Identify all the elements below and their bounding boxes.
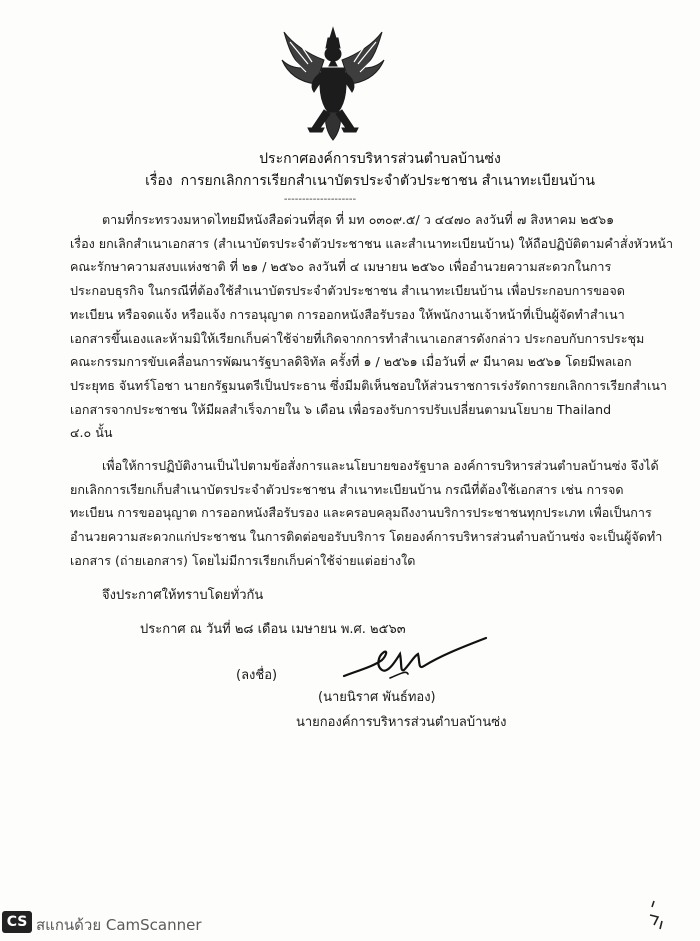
paragraph-line: ประยุทธ จันทร์โอชา นายกรัฐมนตรีเป็นประธาน ซึ่งมีมติเห็นชอบให้ส่วนราชการเร่งรัดการยกเลิกการเรียกสำเนา — [70, 377, 667, 393]
signed-label: (ลงชื่อ) — [236, 668, 278, 683]
camscanner-logo: CS — [2, 911, 32, 933]
issuer-heading: ประกาศองค์การบริหารส่วนตำบลบ้านซ่ง — [259, 151, 501, 167]
paragraph-line: ทะเบียน หรือจดแจ้ง หรือแจ้ง การอนุญาต การออกหนังสือรับรอง ให้พนักงานเจ้าหน้าที่เป็นผู้จัดทำสำเนา — [70, 306, 625, 322]
subject-text: การยกเลิกการเรียกสำเนาบัตรประจำตัวประชาชน สำเนาทะเบียนบ้าน — [180, 173, 595, 189]
paragraph-line: อำนวยความสะดวกแก่ประชาชน ในการติดต่อขอรับบริการ โดยองค์การบริหารส่วนตำบลบ้านซ่ง จะเป็นผู้จัดทำ — [70, 529, 663, 545]
page-corner-mark — [640, 895, 680, 935]
announcement-date: ประกาศ ณ วันที่ ๒๘ เดือน เมษายน พ.ศ. ๒๕๖๓ — [140, 622, 406, 637]
signer-title: นายกองค์การบริหารส่วนตำบลบ้านซ่ง — [296, 715, 507, 730]
camscanner-watermark: สแกนด้วย CamScanner — [36, 916, 202, 934]
subject-heading — [20, 172, 700, 190]
paragraph-line: คณะกรรมการขับเคลื่อนการพัฒนารัฐบาลดิจิทัล ครั้งที่ ๑ / ๒๕๖๑ เมื่อวันที่ ๙ มีนาคม ๒๕๖๑ โดยมีพลเอก — [70, 354, 632, 370]
paragraph-line: ยกเลิกการเรียกเก็บสำเนาบัตรประจำตัวประชาชน สำเนาทะเบียนบ้าน กรณีที่ต้องใช้เอกสาร เช่น การจด — [70, 481, 624, 497]
divider: -------------------- — [283, 194, 357, 205]
paragraph-line: เอกสารจากประชาชน ให้มีผลสำเร็จภายใน ๖ เดือน เพื่อรองรับการปรับเปลี่ยนตามนโยบาย Thailand — [70, 401, 612, 417]
paragraph-line: ตามที่กระทรวงมหาดไทยมีหนังสือด่วนที่สุด ที่ มท ๐๓๐๙.๕/ ว ๔๔๗๐ ลงวันที่ ๗ สิงหาคม ๒๕๖๑ — [102, 212, 615, 227]
paragraph-line: เรื่อง ยกเลิกสำเนาเอกสาร (สำเนาบัตรประจำตัวประชาชน และสำเนาทะเบียนบ้าน) ให้ถือปฏิบัติตามคำสั่งหัวหน้า — [70, 235, 674, 251]
paragraph-1 — [70, 208, 674, 445]
paragraph-line: คณะรักษาความสงบแห่งชาติ ที่ ๒๑ / ๒๕๖๐ ลงวันที่ ๔ เมษายน ๒๕๖๐ เพื่ออำนวยความสะดวกในการ — [70, 259, 612, 275]
garuda-emblem — [278, 24, 388, 142]
paragraph-line: เอกสารขึ้นเองและห้ามมิให้เรียกเก็บค่าใช้จ่ายที่เกิดจากการทำสำเนาเอกสารดังกล่าว ประกอบกับการประชุม — [70, 330, 645, 346]
paragraph-line: ทะเบียน การขออนุญาต การออกหนังสือรับรอง และครอบคลุมถึงงานบริการประชาชนทุกประเภท เพื่อเป็นการ — [70, 505, 652, 521]
signer-name: (นายนิราศ พันธ์ทอง) — [318, 690, 436, 705]
paragraph-line: เอกสาร (ถ่ายเอกสาร) โดยไม่มีการเรียกเก็บค่าใช้จ่ายแต่อย่างใด — [70, 552, 416, 568]
paragraph-line: ๔.๐ นั้น — [70, 425, 113, 441]
paragraph-line: ประกอบธุรกิจ ในกรณีที่ต้องใช้สำเนาบัตรประจำตัวประชาชน สำเนาทะเบียนบ้าน เพื่อประกอบการขอจด — [70, 283, 625, 299]
paragraph-2 — [70, 454, 663, 573]
announcement-closing: จึงประกาศให้ทราบโดยทั่วกัน — [102, 588, 264, 603]
paragraph-line: เพื่อให้การปฏิบัติงานเป็นไปตามข้อสั่งการและนโยบายของรัฐบาล องค์การบริหารส่วนตำบลบ้านซ่ง จึงได้ — [102, 458, 659, 473]
subject-label: เรื่อง — [145, 173, 173, 189]
